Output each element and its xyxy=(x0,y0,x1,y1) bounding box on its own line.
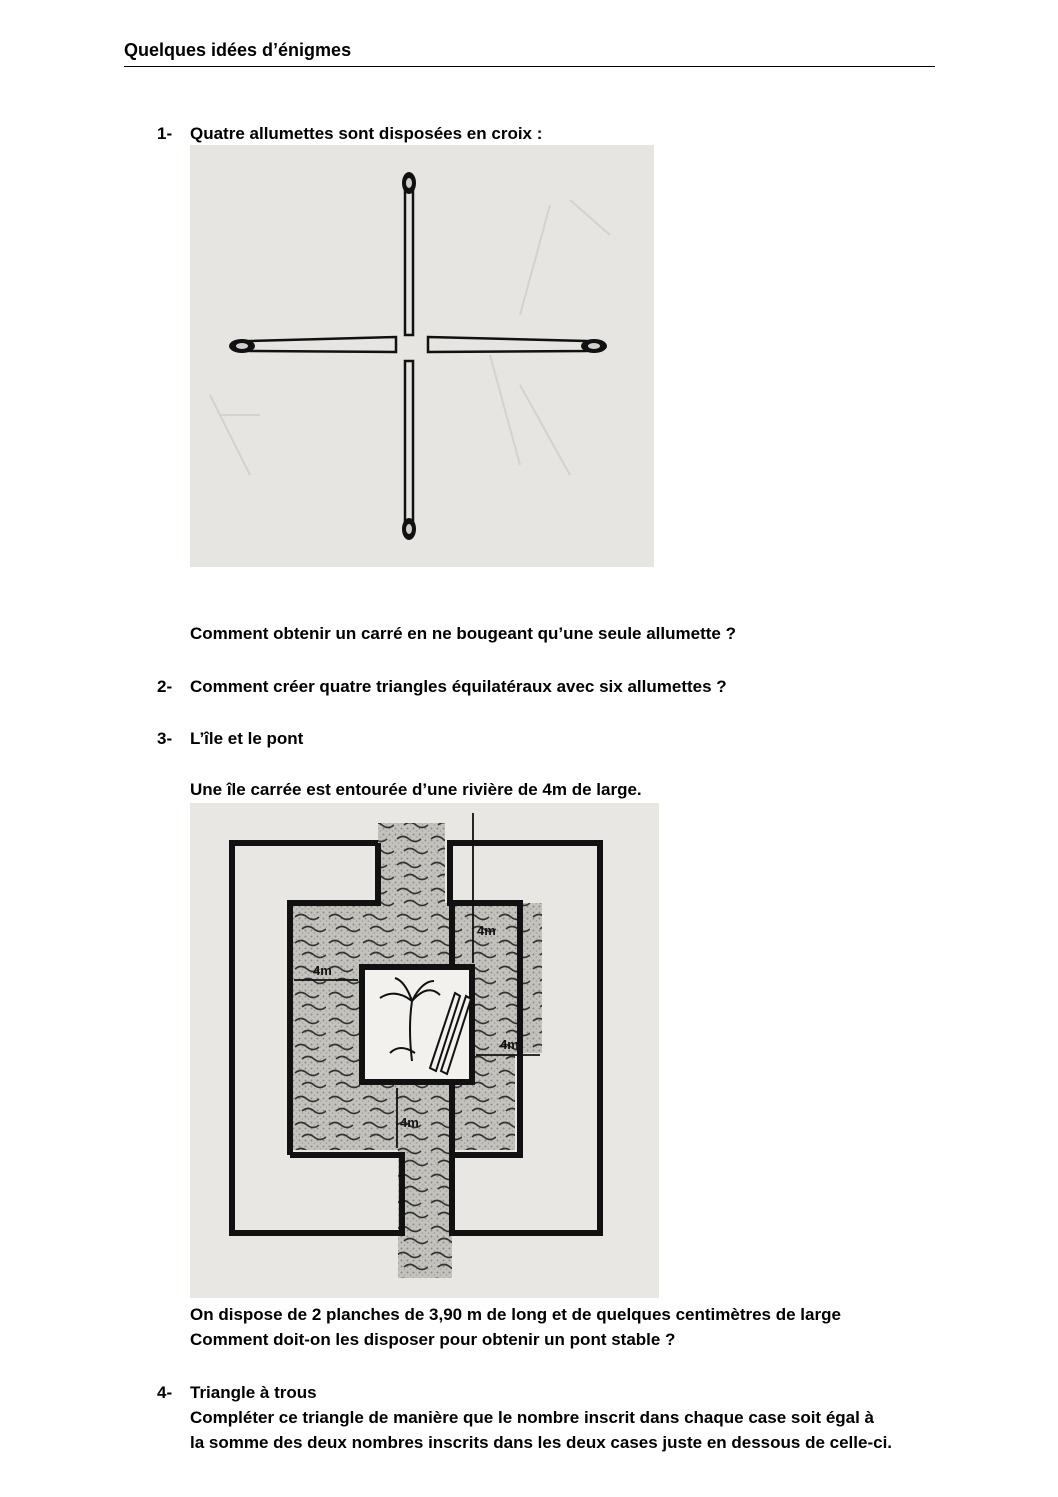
puzzle-4-text-line2: la somme des deux nombres inscrits dans les deux cases juste en dessous de celle-ci. xyxy=(190,1433,893,1452)
island-bridge-figure xyxy=(190,803,659,1298)
matchstick-cross-drawing xyxy=(190,145,654,567)
puzzle-1-question: Comment obtenir un carré en ne bougeant qu’une seule allumette ? xyxy=(190,624,736,643)
puzzle-3-title: L’île et le pont xyxy=(190,729,304,748)
label-top-4m: 4m xyxy=(477,923,496,938)
puzzle-2-number: 2- xyxy=(157,677,173,696)
header-divider xyxy=(124,66,935,67)
puzzle-3-intro: Une île carrée est entourée d’une rivière de 4m de large. xyxy=(190,780,642,799)
label-bottom-4m: 4m xyxy=(400,1115,419,1130)
match-bottom xyxy=(402,361,416,540)
puzzle-4-title: Triangle à trous xyxy=(190,1383,317,1402)
label-right-4m: 4m xyxy=(500,1037,519,1052)
puzzle-1-intro: Quatre allumettes sont disposées en croix : xyxy=(190,124,543,143)
puzzle-3-question-line2: Comment doit-on les disposer pour obtenir un pont stable ? xyxy=(190,1330,676,1349)
island-bridge-drawing xyxy=(190,803,659,1298)
match-top xyxy=(402,172,416,335)
puzzle-3-question-line1: On dispose de 2 planches de 3,90 m de long et de quelques centimètres de large xyxy=(190,1305,841,1324)
match-left xyxy=(229,337,396,353)
puzzle-2-intro: Comment créer quatre triangles équilatéraux avec six allumettes ? xyxy=(190,677,727,696)
puzzle-4-number: 4- xyxy=(157,1383,173,1402)
puzzle-3-number: 3- xyxy=(157,729,173,748)
match-right xyxy=(428,337,607,353)
matchstick-cross-figure xyxy=(190,145,654,567)
label-left-4m: 4m xyxy=(313,963,332,978)
puzzle-4-text-line1: Compléter ce triangle de manière que le nombre inscrit dans chaque case soit égal à xyxy=(190,1408,875,1427)
puzzle-1-number: 1- xyxy=(157,124,173,143)
page-header-title: Quelques idées d’énigmes xyxy=(124,40,352,60)
